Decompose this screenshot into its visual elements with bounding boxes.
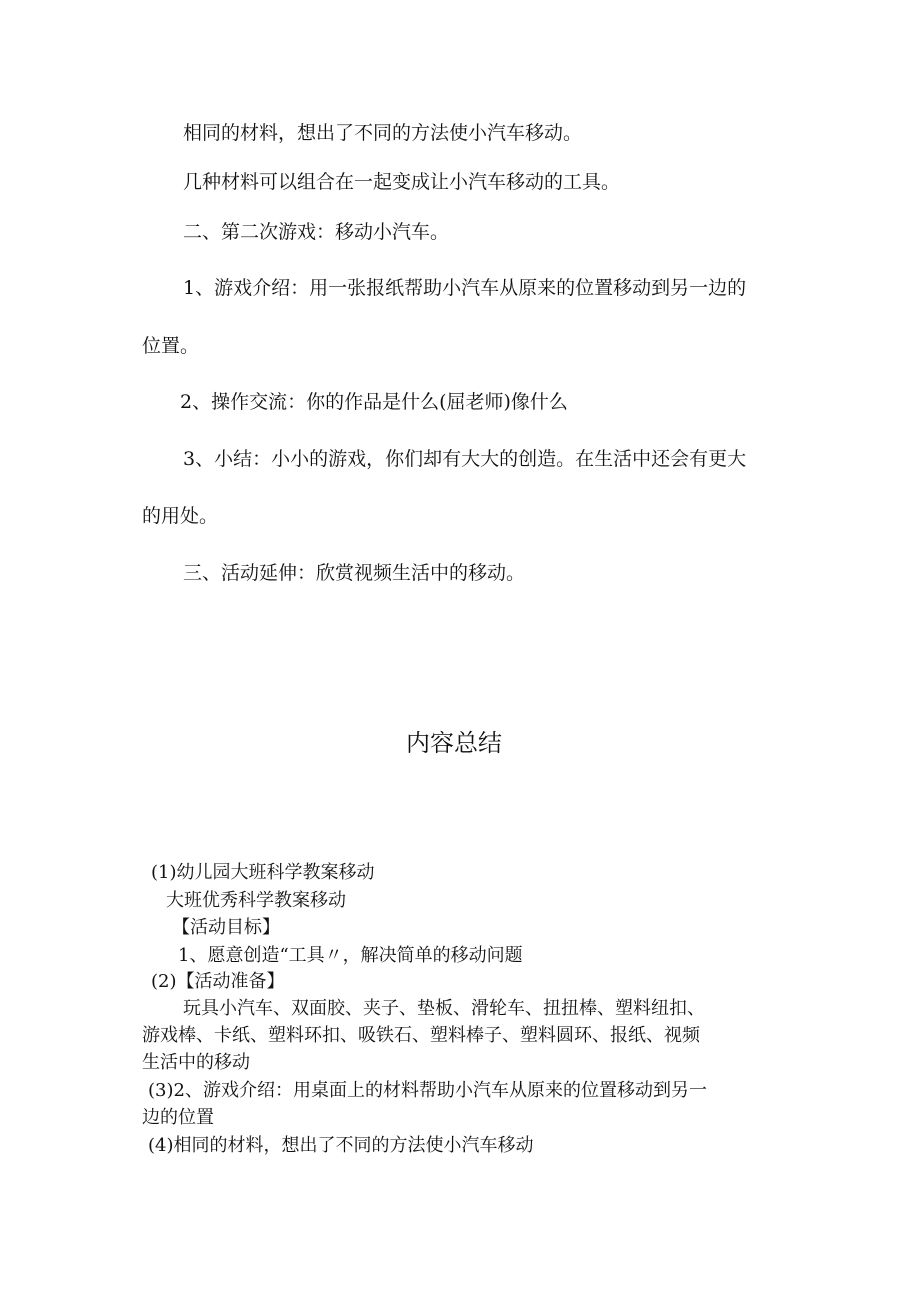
body-paragraph-summary-line2: 的用处。 <box>142 505 219 527</box>
body-paragraph-summary-line1: 3、小结：小小的游戏，你们却有大大的创造。在生活中还会有更大 <box>183 448 747 470</box>
summary-line: 边的位置 <box>142 1107 214 1128</box>
summary-line: 【活动目标】 <box>172 917 280 938</box>
body-paragraph-game-intro-line1: 1、游戏介绍：用一张报纸帮助小汽车从原来的位置移动到另一边的 <box>183 277 747 299</box>
summary-line: 生活中的移动 <box>142 1052 250 1073</box>
summary-line: (1)幼儿园大班科学教案移动 <box>151 862 375 883</box>
summary-title: 内容总结 <box>406 729 502 757</box>
summary-line: 游戏棒、卡纸、塑料环扣、吸铁石、塑料棒子、塑料圆环、报纸、视频 <box>142 1025 700 1046</box>
summary-line: 大班优秀科学教案移动 <box>166 890 346 911</box>
summary-line: 1、愿意创造“工具〃，解决简单的移动问题 <box>178 945 523 966</box>
summary-line: 玩具小汽车、双面胶、夹子、垫板、滑轮车、扭扭棒、塑料纽扣、 <box>183 998 705 1019</box>
body-paragraph-1: 相同的材料，想出了不同的方法使小汽车移动。 <box>183 122 583 144</box>
section-heading-second-game: 二、第二次游戏：移动小汽车。 <box>183 221 450 243</box>
summary-line: (2)【活动准备】 <box>151 971 285 992</box>
body-paragraph-game-intro-line2: 位置。 <box>142 335 200 357</box>
summary-line: (4)相同的材料，想出了不同的方法使小汽车移动 <box>148 1135 534 1156</box>
section-heading-extension: 三、活动延伸：欣赏视频生活中的移动。 <box>183 562 526 584</box>
body-paragraph-2: 几种材料可以组合在一起变成让小汽车移动的工具。 <box>183 171 621 193</box>
body-paragraph-exchange: 2、操作交流：你的作品是什么(屈老师)像什么 <box>180 391 568 413</box>
summary-line: (3)2、游戏介绍：用桌面上的材料帮助小汽车从原来的位置移动到另一 <box>148 1080 707 1101</box>
